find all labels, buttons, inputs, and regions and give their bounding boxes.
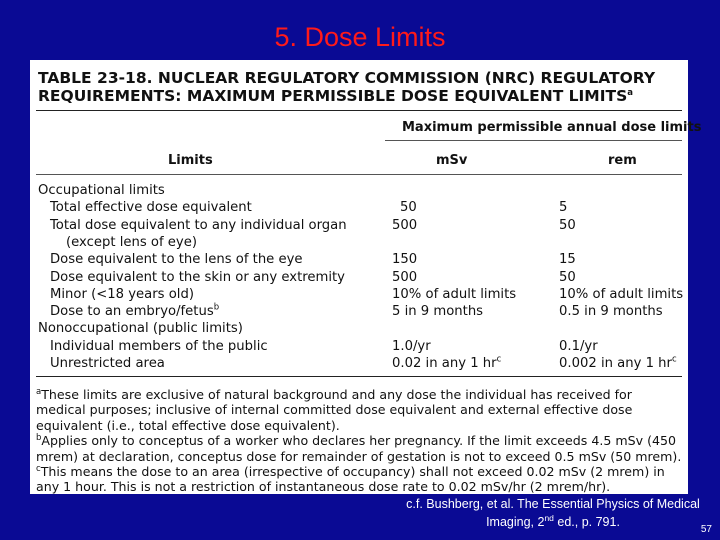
row-msv: 5 in 9 months	[392, 304, 484, 320]
citation-line2	[486, 512, 620, 529]
group-header-rule	[385, 140, 682, 141]
footnote-b-text: Applies only to conceptus of a worker who declares her pregnancy. If the limit exceeds 4.5 mSv (450 mrem) at declaration, conceptus dose for remainder of gestation is not to exceed 0.5 mSv (50 mrem).	[36, 433, 682, 464]
table-title	[38, 69, 655, 105]
row-label: Total dose equivalent to any individual organ	[50, 217, 347, 233]
footnote-a-text: These limits are exclusive of natural background and any dose the individual has received for medical purposes; inclusive of internal committed dose equivalent and external effective dose equivalent (i.e., total effective dose equivalent).	[36, 387, 633, 433]
row-rem-text: 0.002 in any 1 hr	[559, 356, 672, 371]
page-number: 57	[700, 524, 712, 535]
row-rem: 50	[559, 217, 576, 233]
row-msv: 500	[392, 217, 418, 233]
table-title-line1: TABLE 23-18. NUCLEAR REGULATORY COMMISSION (NRC) REGULATORY	[38, 69, 656, 87]
row-msv: 500	[392, 269, 418, 285]
row-msv: 150	[392, 252, 418, 268]
row-label: (except lens of eye)	[66, 234, 197, 250]
table-row	[30, 339, 688, 356]
row-msv: 1.0/yr	[392, 338, 431, 354]
row-label: Minor (<18 years old)	[50, 286, 194, 302]
row-label: Occupational limits	[38, 183, 165, 198]
citation-line2-a: Imaging, 2	[486, 515, 545, 529]
footnote-b-mark: b	[36, 433, 42, 444]
table-row	[30, 235, 688, 252]
table-title-line2: REQUIREMENTS: MAXIMUM PERMISSIBLE DOSE EQUIVALENT LIMITS	[38, 87, 628, 105]
table-row	[30, 270, 688, 287]
column-header-rem: rem	[608, 153, 637, 168]
table-image	[30, 60, 702, 495]
footnote-mark-c: c	[496, 354, 502, 365]
table-title-footnote-mark: a	[627, 87, 633, 98]
footnote-c-mark: c	[36, 463, 41, 474]
table-row	[30, 218, 688, 235]
table-row	[30, 200, 688, 217]
column-header-limits: Limits	[168, 153, 213, 168]
table-row	[30, 321, 688, 338]
row-rem: 0.5 in 9 months	[559, 304, 663, 320]
header-rule	[36, 174, 682, 175]
table-row	[30, 252, 688, 269]
row-label: Dose equivalent to the skin or any extremity	[50, 269, 345, 285]
row-msv: 10% of adult limits	[392, 286, 517, 302]
row-label: Nonoccupational (public limits)	[38, 321, 243, 337]
citation-line2-b: ed., p. 791.	[553, 515, 620, 529]
row-label: Unrestricted area	[50, 356, 165, 371]
citation-line2-sup: nd	[544, 512, 554, 523]
footnote-a	[36, 387, 682, 433]
row-msv	[392, 356, 501, 371]
table-footnotes	[36, 387, 682, 495]
footnote-mark-b: b	[213, 302, 220, 313]
row-rem: 5	[559, 200, 568, 216]
table-row	[30, 183, 688, 200]
row-label: Total effective dose equivalent	[50, 200, 252, 216]
row-msv: 50	[400, 200, 417, 216]
footnote-c-text: This means the dose to an area (irrespective of occupancy) shall not exceed 0.02 mSv (2 mrem) in any 1 hour. This is not a restriction of instantaneous dose rate to 0.02 mSv/hr (2 mrem/hr).	[36, 464, 665, 495]
footnote-a-mark: a	[36, 386, 42, 397]
row-rem: 15	[559, 252, 576, 268]
slide-title: 5. Dose Limits	[274, 22, 446, 52]
row-rem: 0.1/yr	[559, 338, 598, 354]
row-label: Individual members of the public	[50, 338, 268, 354]
row-rem	[559, 356, 677, 371]
table-row	[30, 287, 688, 304]
citation	[400, 495, 706, 531]
footnote-mark-c: c	[671, 354, 677, 365]
row-label	[50, 304, 219, 319]
row-label: Dose equivalent to the lens of the eye	[50, 252, 303, 268]
table-bottom-rule	[36, 376, 682, 377]
row-msv-text: 0.02 in any 1 hr	[392, 356, 497, 371]
table-row	[30, 304, 688, 321]
table-row	[30, 356, 688, 373]
group-header: Maximum permissible annual dose limits	[402, 120, 702, 135]
footnote-c	[36, 464, 682, 495]
footnote-b	[36, 433, 682, 464]
column-header-msv: mSv	[436, 153, 468, 168]
table-top-rule	[36, 110, 682, 111]
citation-line1: c.f. Bushberg, et al. The Essential Physics of Medical	[406, 497, 700, 511]
row-label-text: Dose to an embryo/fetus	[50, 304, 214, 320]
row-rem: 50	[559, 269, 576, 285]
row-rem: 10% of adult limits	[559, 286, 684, 302]
